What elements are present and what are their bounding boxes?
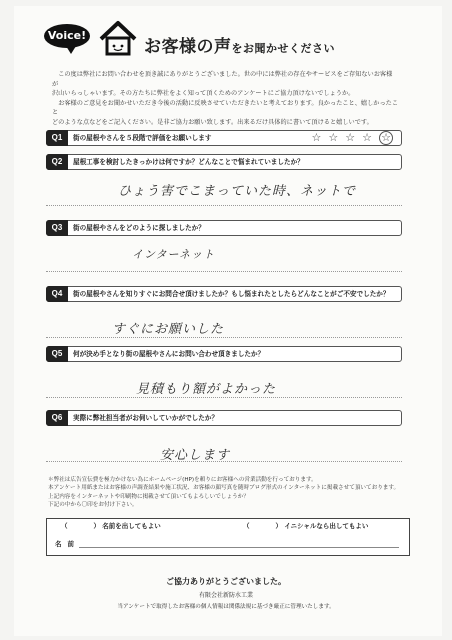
star-icons: ☆☆☆☆: [311, 131, 379, 144]
intro-line: この度は弊社にお問い合わせを頂き誠にありがとうございました。世の中には弊社の存在やサービスをご存知ないお客様が: [52, 71, 393, 88]
option-paren-close: ）: [93, 522, 100, 530]
title-part-2: 声: [214, 37, 232, 57]
answer-area[interactable]: [46, 362, 402, 400]
answer-area[interactable]: [46, 426, 402, 464]
answer-area[interactable]: [46, 236, 402, 274]
question-number: Q6: [46, 410, 68, 426]
question-header: [46, 154, 402, 170]
question-text: 街の屋根やさんを５段階で評価をお願いします: [73, 134, 212, 142]
answer-line: [46, 397, 402, 398]
house-icon: [98, 18, 138, 58]
name-field[interactable]: [79, 547, 399, 548]
title-part-1: お客様の: [144, 37, 214, 57]
option-name-ok[interactable]: [61, 521, 161, 530]
question-header: [46, 286, 402, 302]
intro-line: どのような点などをご記入ください。是非ご協力お願い致します。出来るだけ具体的に書いて頂けると嬉しいです。: [52, 118, 373, 126]
question-q6: [46, 410, 402, 464]
question-header: [46, 220, 402, 236]
handwritten-answer: ひょう害でこまっていた時、ネットで: [118, 184, 357, 199]
title-part-3: をお聞かせください: [231, 42, 335, 55]
rating-stars[interactable]: [312, 131, 393, 145]
handwritten-answer: インターネット: [132, 248, 216, 261]
question-q2: [46, 154, 402, 208]
question-q3: [46, 220, 402, 274]
company-name: 有限会社新防水工業: [198, 592, 253, 599]
option-paren-close: ）: [275, 522, 282, 530]
intro-line: お客様のご意見をお聞かせいただき今後の活動に反映させていただきたいと考えております。良かったこと、嬉しかったこと: [52, 99, 399, 117]
note-line: 本アンケート用紙またはお客様の声調査結果や施工状況、お客様の顔写真を随時ブログ形式のインターネットに掲載させて頂いております。: [48, 485, 400, 492]
privacy-note: 当アンケートで取得したお客様の個人情報は関係法規に基づき厳正に管理いたします。: [117, 604, 335, 610]
option-label: イニシャルなら出してもよい: [284, 522, 369, 530]
circled-star-icon: ☆: [379, 131, 393, 145]
question-q5: [46, 346, 402, 400]
question-text: 何が決め手となり街の屋根やさんにお問い合わせ頂きましたか？: [73, 350, 265, 358]
voice-badge: Voice!: [44, 24, 90, 48]
option-initials-ok[interactable]: [243, 521, 368, 530]
option-paren-open: （: [243, 522, 250, 530]
thanks-message: ご協力ありがとうございました。: [166, 577, 286, 586]
question-header: [46, 130, 402, 146]
question-number: Q4: [46, 286, 68, 302]
answer-line: [46, 337, 402, 338]
intro-text: [52, 70, 398, 128]
consent-name-box: [46, 518, 410, 556]
note-line: 上記内容をインターネットや印刷物に掲載させて頂いてもよろしいでしょうか？: [48, 493, 249, 500]
answer-area[interactable]: [46, 302, 402, 340]
question-text: 街の屋根やさんを知りすぐにお問合せ頂けましたか？もし悩まれたとしたらどんなことがご不安でしたか？: [73, 290, 390, 298]
question-number: Q2: [46, 154, 68, 170]
question-text: 街の屋根やさんをどのように探しましたか？: [73, 224, 205, 232]
answer-area[interactable]: [46, 170, 402, 208]
question-header: [46, 410, 402, 426]
answer-line: [46, 461, 402, 462]
option-label: 名前を出してもよい: [102, 522, 161, 530]
question-header: [46, 346, 402, 362]
question-number: Q3: [46, 220, 68, 236]
question-q4: [46, 286, 402, 340]
publication-notes: [48, 476, 408, 510]
note-line: 下記の中から〇印をお付け下さい。: [48, 502, 138, 509]
page-title: [144, 32, 335, 57]
option-paren-open: （: [61, 522, 68, 530]
name-label: 名前: [55, 540, 80, 548]
question-q1: [46, 130, 402, 146]
question-text: 実際に弊社担当者がお伺いしていかがでしたか？: [73, 414, 219, 422]
note-line: ＊弊社は広告宣伝費を極力かけない為にホームページ(HP)を頼りにお客様への営業活動を行っております。: [48, 477, 317, 483]
handwritten-answer: すぐにお願いした: [112, 322, 225, 337]
question-text: 屋根工事を検討したきっかけは何ですか？どんなことで悩まれていましたか？: [73, 158, 304, 166]
intro-line: 沢山いらっしゃいます。その方たちに弊社をよく知って頂くためのアンケートにご協力頂けないでしょうか。: [52, 90, 355, 98]
handwritten-answer: 安心します: [160, 448, 231, 463]
header: [44, 18, 384, 66]
question-number: Q5: [46, 346, 68, 362]
answer-line: [46, 205, 402, 206]
answer-line: [46, 271, 402, 272]
handwritten-answer: 見積もり額がよかった: [136, 382, 277, 397]
question-number: Q1: [46, 130, 68, 146]
